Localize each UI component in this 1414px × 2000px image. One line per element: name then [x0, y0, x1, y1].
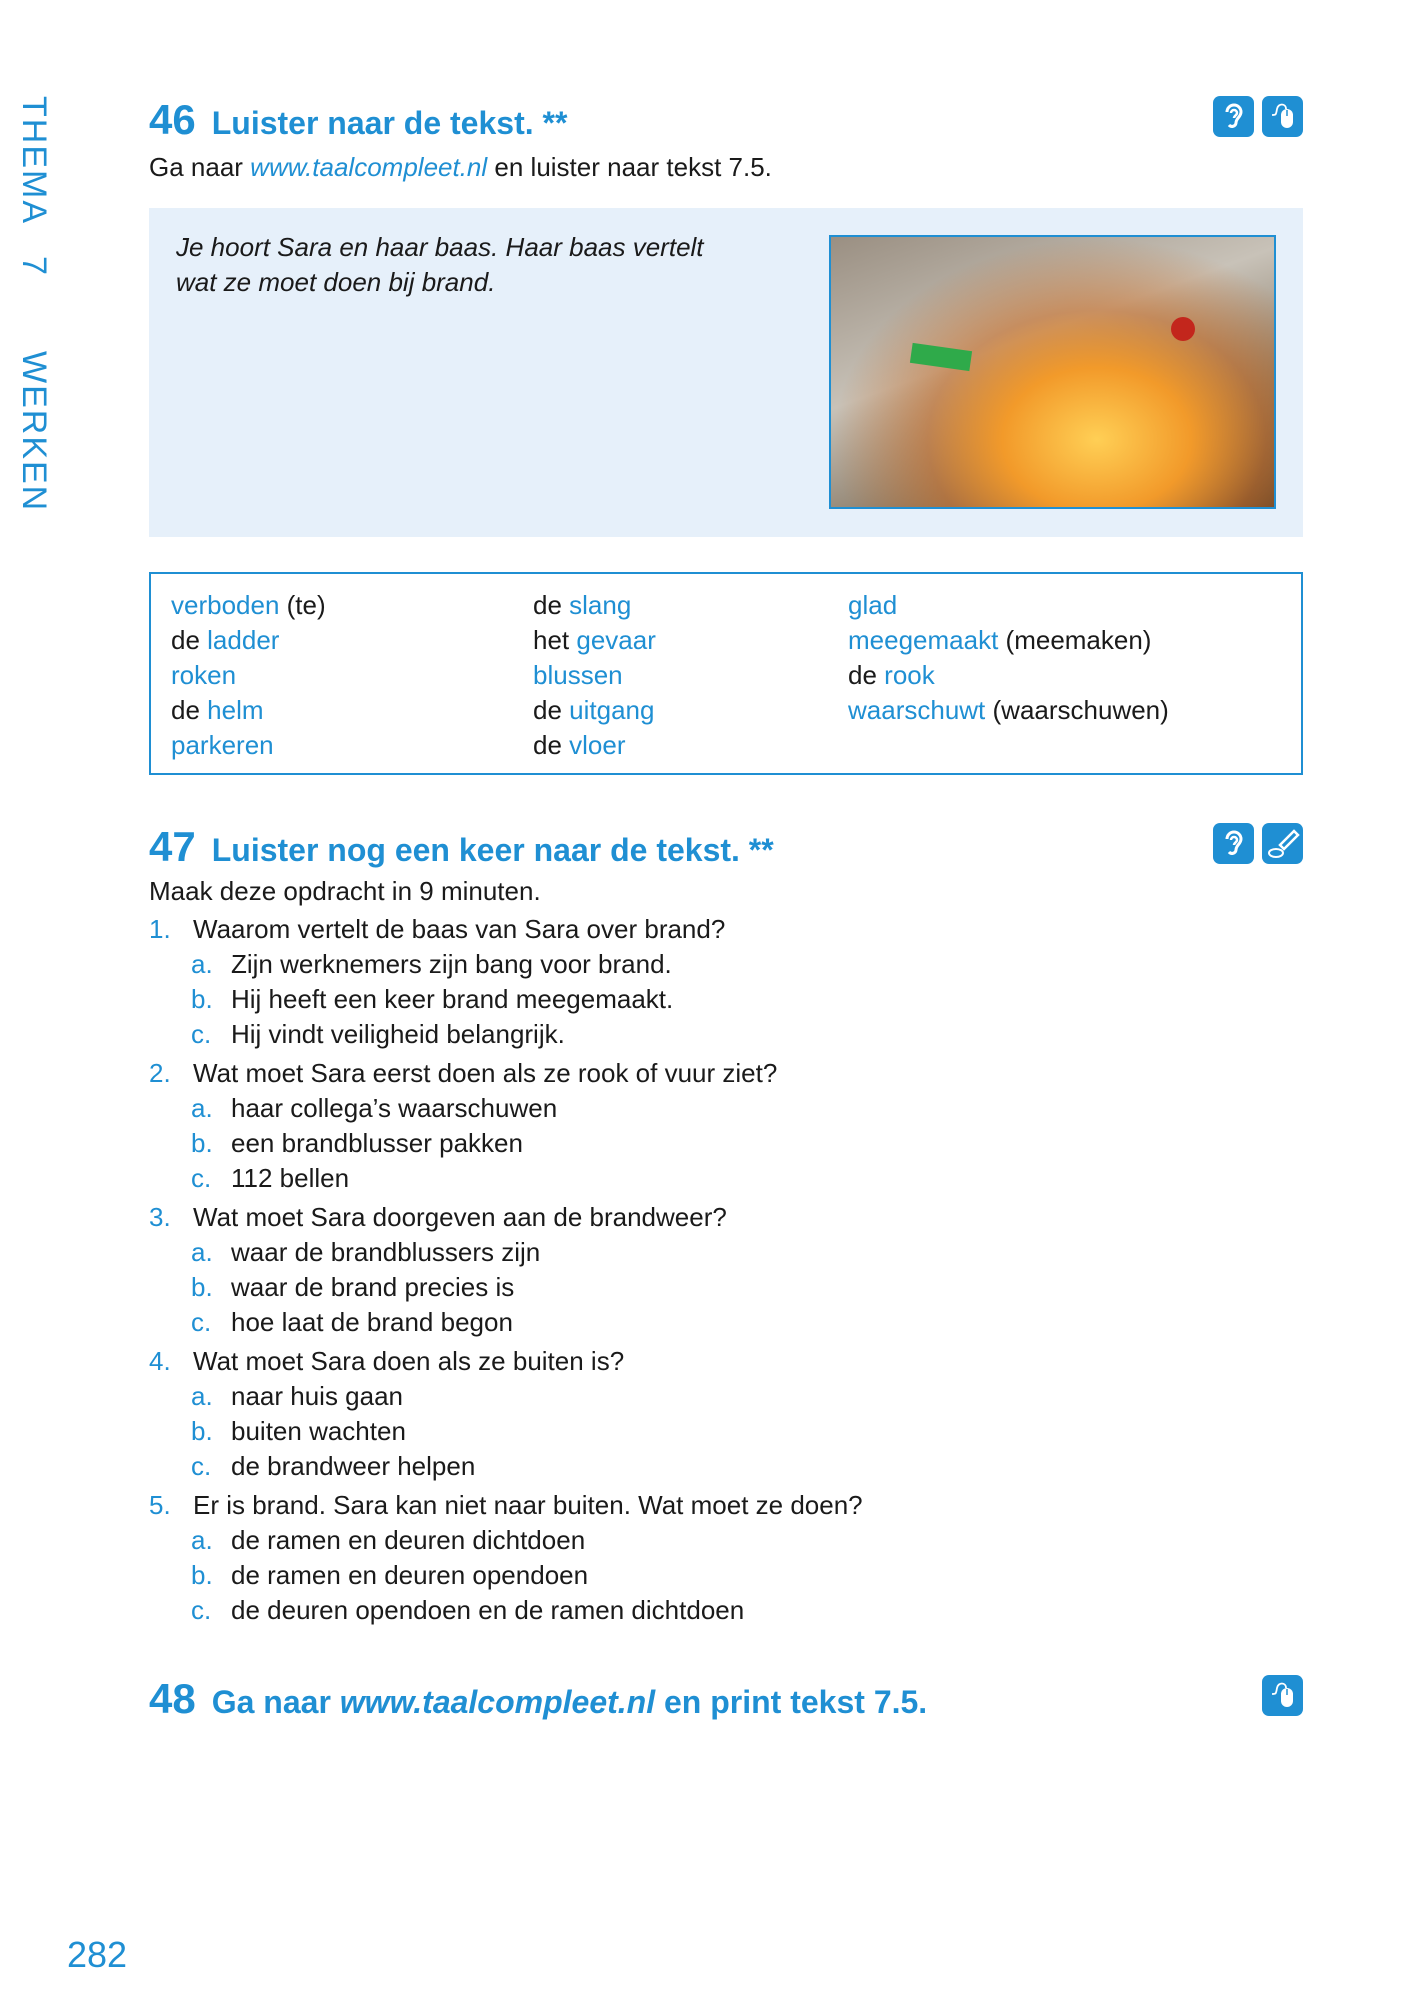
- option-letter: b.: [191, 1560, 213, 1590]
- option-letter: c.: [191, 1163, 212, 1193]
- answer-option[interactable]: [149, 1593, 863, 1628]
- vocab-item: [533, 623, 656, 658]
- exercise-47-heading: [149, 823, 774, 871]
- vocab-item: [848, 658, 1169, 693]
- question-number: 4.: [149, 1346, 171, 1376]
- website-link[interactable]: www.taalcompleet.nl: [339, 1684, 656, 1720]
- exercise-title: en print tekst 7.5.: [655, 1684, 928, 1720]
- theme-sidebar: [14, 96, 54, 516]
- answer-option[interactable]: [149, 1305, 863, 1340]
- vocab-item: [533, 588, 656, 623]
- exercise-46-heading: [149, 96, 567, 144]
- vocab-item: [848, 623, 1169, 658]
- question: [149, 1344, 863, 1379]
- question-number: 5.: [149, 1490, 171, 1520]
- vocab-item: [533, 658, 656, 693]
- vocab-word: vloer: [569, 730, 626, 760]
- question-number: 1.: [149, 914, 171, 944]
- option-text: Hij heeft een keer brand meegemaakt.: [231, 984, 674, 1014]
- vocab-item: [848, 588, 1169, 623]
- vocab-item: [171, 588, 326, 623]
- vocab-word: ladder: [207, 625, 280, 655]
- question-text: Wat moet Sara doorgeven aan de brandweer?: [193, 1202, 727, 1232]
- option-letter: a.: [191, 1237, 213, 1267]
- vocab-item: [533, 728, 656, 763]
- theme-label: THEMA: [15, 96, 53, 225]
- question: [149, 1488, 863, 1523]
- website-link[interactable]: www.taalcompleet.nl: [250, 152, 488, 182]
- exercise-title: Ga naar: [211, 1684, 340, 1720]
- option-text: de brandweer helpen: [231, 1451, 476, 1481]
- answer-option[interactable]: [149, 1270, 863, 1305]
- exercise-48-heading: [149, 1675, 927, 1723]
- question-text: Wat moet Sara doen als ze buiten is?: [193, 1346, 625, 1376]
- vocab-note: (waarschuwen): [985, 695, 1169, 725]
- option-letter: c.: [191, 1595, 212, 1625]
- vocab-article: de: [533, 590, 570, 620]
- vocab-column: [171, 588, 326, 763]
- intro-text: [176, 230, 704, 300]
- exercise-47-instruction: Maak deze opdracht in 9 minuten.: [149, 876, 541, 906]
- option-letter: c.: [191, 1307, 212, 1337]
- pen-icon[interactable]: [1262, 823, 1303, 864]
- question: [149, 1200, 863, 1235]
- exercise-title: Luister nog een keer naar de tekst. **: [211, 832, 774, 868]
- answer-option[interactable]: [149, 1414, 863, 1449]
- question-number: 3.: [149, 1202, 171, 1232]
- vocab-item: [848, 693, 1169, 728]
- vocab-article: de: [171, 625, 208, 655]
- vocab-column: [848, 588, 1169, 728]
- vocab-word: rook: [884, 660, 935, 690]
- theme-number: 7: [15, 256, 53, 277]
- vocab-word: verboden: [171, 590, 280, 620]
- option-text: de ramen en deuren opendoen: [231, 1560, 589, 1590]
- answer-option[interactable]: [149, 1161, 863, 1196]
- question-list: [149, 912, 863, 1632]
- option-text: een brandblusser pakken: [231, 1128, 523, 1158]
- question-gap: [149, 1628, 863, 1632]
- option-letter: b.: [191, 984, 213, 1014]
- vocab-word: uitgang: [569, 695, 655, 725]
- option-letter: a.: [191, 949, 213, 979]
- option-text: hoe laat de brand begon: [231, 1307, 513, 1337]
- vocab-item: [171, 658, 326, 693]
- answer-option[interactable]: [149, 1235, 863, 1270]
- option-text: waar de brandblussers zijn: [231, 1237, 541, 1267]
- option-letter: b.: [191, 1416, 213, 1446]
- answer-option[interactable]: [149, 1017, 863, 1052]
- question: [149, 1056, 863, 1091]
- mouse-icon[interactable]: [1262, 1675, 1303, 1716]
- vocab-item: [171, 623, 326, 658]
- vocab-article: het: [533, 625, 577, 655]
- exit-sign: [910, 343, 972, 371]
- answer-option[interactable]: [149, 982, 863, 1017]
- question: [149, 912, 863, 947]
- mouse-icon[interactable]: [1262, 96, 1303, 137]
- vocab-article: de: [533, 695, 570, 725]
- vocab-item: [171, 728, 326, 763]
- fire-alarm: [1171, 317, 1195, 341]
- vocab-word: gevaar: [576, 625, 656, 655]
- exercise-number: 48: [149, 1675, 196, 1722]
- option-letter: c.: [191, 1019, 212, 1049]
- question-text: Er is brand. Sara kan niet naar buiten. Wat moet ze doen?: [193, 1490, 863, 1520]
- vocab-word: parkeren: [171, 730, 274, 760]
- vocab-article: de: [533, 730, 570, 760]
- vocab-article: de: [171, 695, 208, 725]
- option-letter: b.: [191, 1272, 213, 1302]
- instruction-text: Ga naar: [149, 152, 251, 182]
- option-text: 112 bellen: [231, 1163, 350, 1193]
- ear-icon[interactable]: [1213, 96, 1254, 137]
- exercise-46-instruction: [149, 150, 772, 185]
- question-number: 2.: [149, 1058, 171, 1088]
- vocab-item: [171, 693, 326, 728]
- vocab-word: helm: [207, 695, 264, 725]
- option-letter: c.: [191, 1451, 212, 1481]
- vocab-note: (te): [279, 590, 326, 620]
- vocab-word: meegemaakt: [848, 625, 999, 655]
- vocab-column: [533, 588, 656, 763]
- instruction-text: en luister naar tekst 7.5.: [487, 152, 772, 182]
- option-text: waar de brand precies is: [231, 1272, 515, 1302]
- question-text: Waarom vertelt de baas van Sara over brand?: [193, 914, 726, 944]
- answer-option[interactable]: [149, 1126, 863, 1161]
- vocab-word: waarschuwt: [848, 695, 986, 725]
- vocab-word: glad: [848, 590, 898, 620]
- intro-line: Je hoort Sara en haar baas. Haar baas vertelt: [176, 232, 704, 262]
- option-text: Hij vindt veiligheid belangrijk.: [231, 1019, 565, 1049]
- answer-option[interactable]: [149, 1379, 863, 1414]
- answer-option[interactable]: [149, 1523, 863, 1558]
- vocab-note: (meemaken): [998, 625, 1152, 655]
- fire-photo: [829, 235, 1276, 509]
- exercise-number: 47: [149, 823, 196, 870]
- page-number: 282: [67, 1934, 128, 1975]
- option-text: naar huis gaan: [231, 1381, 404, 1411]
- exercise-title: Luister naar de tekst. **: [211, 105, 568, 141]
- answer-option[interactable]: [149, 1091, 863, 1126]
- option-text: Zijn werknemers zijn bang voor brand.: [231, 949, 672, 979]
- exercise-number: 46: [149, 96, 196, 143]
- vocab-word: slang: [569, 590, 632, 620]
- vocabulary-box: [149, 572, 1303, 775]
- option-text: haar collega’s waarschuwen: [231, 1093, 558, 1123]
- vocab-word: blussen: [533, 660, 623, 690]
- theme-title: WERKEN: [15, 351, 53, 513]
- ear-icon[interactable]: [1213, 823, 1254, 864]
- option-letter: a.: [191, 1525, 213, 1555]
- answer-option[interactable]: [149, 1449, 863, 1484]
- option-text: de deuren opendoen en de ramen dichtdoen: [231, 1595, 745, 1625]
- answer-option[interactable]: [149, 947, 863, 982]
- option-letter: b.: [191, 1128, 213, 1158]
- option-text: buiten wachten: [231, 1416, 406, 1446]
- answer-option[interactable]: [149, 1558, 863, 1593]
- option-letter: a.: [191, 1093, 213, 1123]
- vocab-word: roken: [171, 660, 237, 690]
- question-text: Wat moet Sara eerst doen als ze rook of vuur ziet?: [193, 1058, 778, 1088]
- option-letter: a.: [191, 1381, 213, 1411]
- intro-line: wat ze moet doen bij brand.: [176, 267, 496, 297]
- vocab-item: [533, 693, 656, 728]
- option-text: de ramen en deuren dichtdoen: [231, 1525, 586, 1555]
- vocab-article: de: [848, 660, 885, 690]
